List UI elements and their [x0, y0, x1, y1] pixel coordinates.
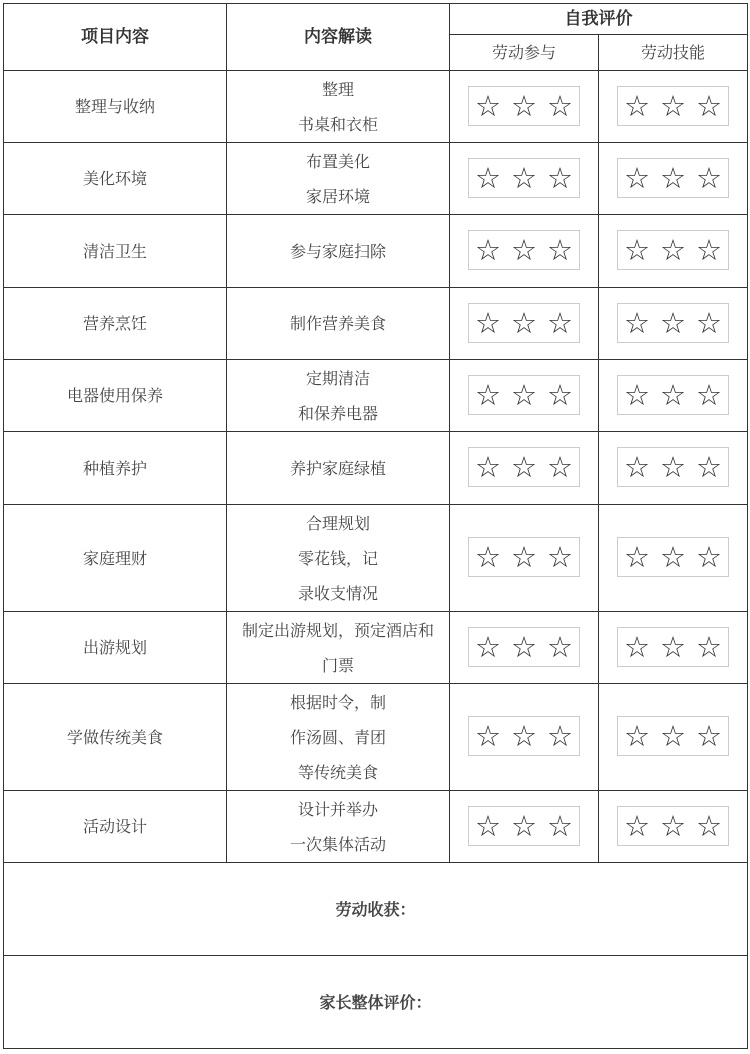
- star-icon[interactable]: ☆: [475, 719, 501, 753]
- interpretation-cell: [227, 215, 450, 288]
- header-self-eval: 自我评价: [450, 4, 748, 35]
- interpretation-line: 录收支情况: [297, 583, 378, 603]
- labor-skill-star-rating[interactable]: [617, 230, 729, 270]
- interpretation-line: 作汤圆、青团: [289, 727, 386, 747]
- header-interpretation: 内容解读: [227, 4, 450, 71]
- parent-evaluation-field[interactable]: [4, 956, 748, 1049]
- parent-evaluation-label: 家长整体评价：: [319, 992, 432, 1012]
- star-icon[interactable]: ☆: [511, 629, 537, 664]
- interpretation-line: 门票: [321, 655, 354, 675]
- interpretation-line: 制定出游规划，预定酒店和: [241, 620, 434, 640]
- star-icon[interactable]: ☆: [547, 305, 573, 340]
- labor-skill-star-rating[interactable]: [617, 537, 729, 577]
- star-icon[interactable]: ☆: [624, 377, 650, 412]
- labor-skill-star-rating[interactable]: [617, 806, 729, 846]
- labor-participation-rating-cell: [450, 505, 599, 612]
- interpretation-line: 制作营养美食: [289, 314, 386, 333]
- labor-participation-rating-cell: [450, 432, 599, 505]
- interpretation-line: 家居环境: [305, 186, 370, 206]
- project-cell: 美化环境: [4, 143, 227, 215]
- interpretation-cell: [227, 791, 450, 863]
- interpretation-line: 养护家庭绿植: [289, 458, 386, 478]
- labor-participation-rating-cell: [450, 791, 599, 863]
- labor-skill-star-rating[interactable]: [617, 716, 729, 756]
- interpretation-line: 整理: [321, 79, 354, 99]
- interpretation-line: 合理规划: [305, 513, 370, 533]
- star-icon[interactable]: ☆: [547, 808, 573, 843]
- table-row: [4, 360, 748, 432]
- labor-skill-rating-cell: [599, 215, 748, 288]
- labor-participation-star-rating[interactable]: [468, 806, 580, 846]
- labor-skill-rating-cell: [599, 505, 748, 612]
- star-icon[interactable]: ☆: [696, 540, 722, 574]
- interpretation-line: 一次集体活动: [289, 834, 386, 854]
- interpretation-line: 根据时令，制: [289, 692, 386, 712]
- project-cell: 家庭理财: [4, 505, 227, 612]
- interpretation-cell: [227, 360, 450, 432]
- labor-participation-star-rating[interactable]: [468, 303, 580, 343]
- star-icon[interactable]: ☆: [624, 160, 650, 195]
- labor-skill-star-rating[interactable]: [617, 627, 729, 667]
- labor-participation-star-rating[interactable]: [468, 158, 580, 198]
- labor-participation-star-rating[interactable]: [468, 230, 580, 270]
- labor-participation-star-rating[interactable]: [468, 86, 580, 126]
- star-icon[interactable]: ☆: [696, 719, 722, 753]
- labor-participation-rating-cell: [450, 612, 599, 684]
- labor-participation-rating-cell: [450, 684, 599, 791]
- interpretation-cell: [227, 288, 450, 360]
- star-icon[interactable]: ☆: [696, 808, 722, 843]
- labor-participation-star-rating[interactable]: [468, 537, 580, 577]
- star-icon[interactable]: ☆: [696, 160, 722, 195]
- interpretation-cell: [227, 612, 450, 684]
- labor-participation-star-rating[interactable]: [468, 716, 580, 756]
- labor-harvest-label: 劳动收获：: [335, 899, 416, 919]
- interpretation-cell: [227, 505, 450, 612]
- labor-participation-rating-cell: [450, 143, 599, 215]
- labor-skill-star-rating[interactable]: [617, 158, 729, 198]
- interpretation-line: 零花钱，记: [297, 548, 378, 568]
- star-icon[interactable]: ☆: [660, 450, 686, 484]
- star-icon[interactable]: ☆: [696, 305, 722, 340]
- star-icon[interactable]: ☆: [475, 450, 501, 484]
- star-icon[interactable]: ☆: [547, 377, 573, 412]
- star-icon[interactable]: ☆: [547, 629, 573, 664]
- project-cell: 活动设计: [4, 791, 227, 863]
- table-row: [4, 612, 748, 684]
- table-row: [4, 143, 748, 215]
- star-icon[interactable]: ☆: [624, 808, 650, 843]
- table-row: [4, 684, 748, 791]
- interpretation-line: 设计并举办: [297, 799, 378, 819]
- star-icon[interactable]: ☆: [660, 719, 686, 753]
- labor-participation-star-rating[interactable]: [468, 375, 580, 415]
- table-row: [4, 71, 748, 143]
- star-icon[interactable]: ☆: [696, 629, 722, 664]
- labor-participation-rating-cell: [450, 360, 599, 432]
- star-icon[interactable]: ☆: [696, 88, 722, 123]
- header-labor-participation: 劳动参与: [450, 35, 599, 71]
- labor-skill-rating-cell: [599, 288, 748, 360]
- interpretation-line: 定期清洁: [305, 368, 370, 388]
- star-icon[interactable]: ☆: [475, 305, 501, 340]
- star-icon[interactable]: ☆: [475, 808, 501, 843]
- header-labor-skill: 劳动技能: [599, 35, 748, 71]
- star-icon[interactable]: ☆: [660, 160, 686, 195]
- star-icon[interactable]: ☆: [475, 540, 501, 574]
- interpretation-line: 参与家庭扫除: [289, 241, 386, 261]
- star-icon[interactable]: ☆: [511, 233, 537, 267]
- star-icon[interactable]: ☆: [475, 377, 501, 412]
- star-icon[interactable]: ☆: [624, 233, 650, 267]
- interpretation-line: 等传统美食: [297, 762, 378, 782]
- star-icon[interactable]: ☆: [511, 377, 537, 412]
- star-icon[interactable]: ☆: [624, 629, 650, 664]
- star-icon[interactable]: ☆: [660, 808, 686, 843]
- project-cell: 出游规划: [4, 612, 227, 684]
- star-icon[interactable]: ☆: [475, 233, 501, 267]
- project-cell: 种植养护: [4, 432, 227, 505]
- table-row: [4, 215, 748, 288]
- table-row: [4, 432, 748, 505]
- interpretation-cell: [227, 143, 450, 215]
- star-icon[interactable]: ☆: [660, 629, 686, 664]
- star-icon[interactable]: ☆: [511, 305, 537, 340]
- labor-skill-rating-cell: [599, 360, 748, 432]
- labor-participation-rating-cell: [450, 288, 599, 360]
- star-icon[interactable]: ☆: [624, 88, 650, 123]
- star-icon[interactable]: ☆: [660, 540, 686, 574]
- star-icon[interactable]: ☆: [475, 88, 501, 123]
- project-cell: 学做传统美食: [4, 684, 227, 791]
- labor-skill-star-rating[interactable]: [617, 303, 729, 343]
- star-icon[interactable]: ☆: [547, 450, 573, 484]
- labor-participation-star-rating[interactable]: [468, 447, 580, 487]
- star-icon[interactable]: ☆: [511, 88, 537, 123]
- table-row: [4, 505, 748, 612]
- star-icon[interactable]: ☆: [547, 88, 573, 123]
- star-icon[interactable]: ☆: [547, 719, 573, 753]
- star-icon[interactable]: ☆: [624, 450, 650, 484]
- star-icon[interactable]: ☆: [511, 540, 537, 574]
- labor-participation-star-rating[interactable]: [468, 627, 580, 667]
- star-icon[interactable]: ☆: [511, 450, 537, 484]
- star-icon[interactable]: ☆: [660, 305, 686, 340]
- project-cell: 营养烹饪: [4, 288, 227, 360]
- interpretation-cell: [227, 71, 450, 143]
- labor-harvest-field[interactable]: [4, 863, 748, 956]
- star-icon[interactable]: ☆: [624, 305, 650, 340]
- project-cell: 清洁卫生: [4, 215, 227, 288]
- star-icon[interactable]: ☆: [475, 160, 501, 195]
- star-icon[interactable]: ☆: [624, 719, 650, 753]
- interpretation-cell: [227, 432, 450, 505]
- star-icon[interactable]: ☆: [511, 719, 537, 753]
- labor-skill-star-rating[interactable]: [617, 86, 729, 126]
- star-icon[interactable]: ☆: [547, 540, 573, 574]
- labor-skill-rating-cell: [599, 432, 748, 505]
- interpretation-line: 书桌和衣柜: [297, 114, 378, 134]
- project-cell: 整理与收纳: [4, 71, 227, 143]
- project-cell: 电器使用保养: [4, 360, 227, 432]
- table-row: [4, 791, 748, 863]
- star-icon[interactable]: ☆: [660, 88, 686, 123]
- star-icon[interactable]: ☆: [475, 629, 501, 664]
- interpretation-line: 布置美化: [305, 151, 370, 171]
- labor-skill-star-rating[interactable]: [617, 375, 729, 415]
- star-icon[interactable]: ☆: [660, 233, 686, 267]
- labor-skill-star-rating[interactable]: [617, 447, 729, 487]
- evaluation-table: [3, 3, 748, 1049]
- star-icon[interactable]: ☆: [660, 377, 686, 412]
- rows-body: [4, 71, 748, 863]
- star-icon[interactable]: ☆: [696, 233, 722, 267]
- star-icon[interactable]: ☆: [547, 233, 573, 267]
- labor-skill-rating-cell: [599, 612, 748, 684]
- star-icon[interactable]: ☆: [696, 450, 722, 484]
- table-row: [4, 288, 748, 360]
- star-icon[interactable]: ☆: [624, 540, 650, 574]
- interpretation-cell: [227, 684, 450, 791]
- labor-skill-rating-cell: [599, 71, 748, 143]
- star-icon[interactable]: ☆: [547, 160, 573, 195]
- star-icon[interactable]: ☆: [696, 377, 722, 412]
- star-icon[interactable]: ☆: [511, 808, 537, 843]
- labor-skill-rating-cell: [599, 143, 748, 215]
- labor-skill-rating-cell: [599, 791, 748, 863]
- interpretation-line: 和保养电器: [297, 403, 378, 423]
- labor-skill-rating-cell: [599, 684, 748, 791]
- labor-participation-rating-cell: [450, 71, 599, 143]
- labor-participation-rating-cell: [450, 215, 599, 288]
- star-icon[interactable]: ☆: [511, 160, 537, 195]
- header-project: 项目内容: [4, 4, 227, 71]
